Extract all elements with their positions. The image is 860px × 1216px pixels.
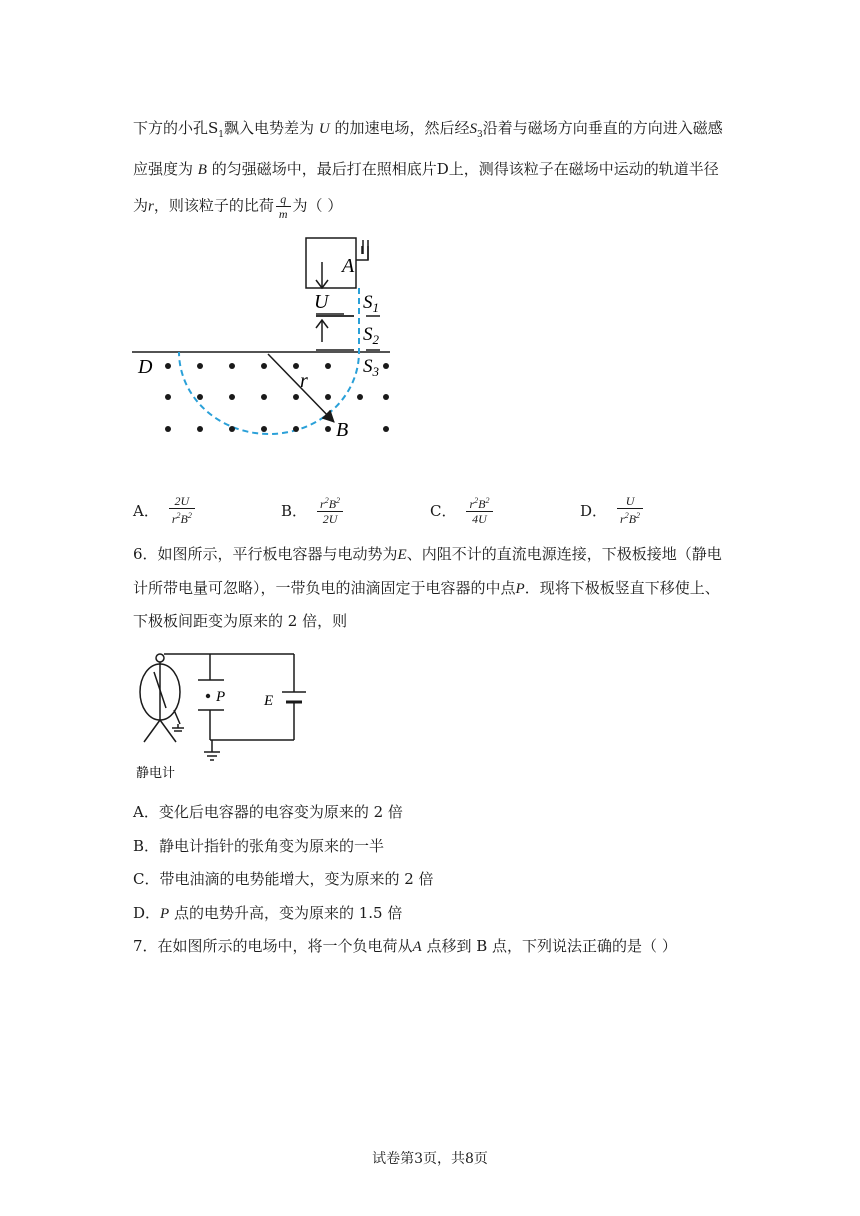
q5-option-d[interactable]: D． $\frac{U}{r^2B^2}$ [580, 494, 645, 526]
q6-option-d[interactable]: D．P 点的电势升高，变为原来的 1.5 倍 [133, 904, 403, 922]
label-B: B [336, 419, 349, 441]
label-P: P [216, 689, 226, 705]
label-S1: $S_1$ [363, 292, 379, 315]
q5-line-2: 应强度为 B 的匀强磁场中，最后打在照相底片D上，测得该粒子在磁场中运动的轨道半径 [133, 160, 719, 178]
q7-line-1: 7．在如图所示的电场中，将一个负电荷从A 点移到 B 点，下列说法正确的是（ ） [133, 937, 677, 955]
label-r: r [300, 370, 308, 392]
q6-line-3: 下极板间距变为原来的 2 倍，则 [133, 612, 348, 630]
q5-line-1: 下方的小孔$S_1$飘入电势差为 U 的加速电场，然后经$S_3$沿着与磁场方向垂直的方向进入磁感 [133, 119, 723, 140]
q6-option-b[interactable]: B．静电计指针的张角变为原来的一半 [133, 837, 385, 855]
q6-option-a[interactable]: A．变化后电容器的电容变为原来的 2 倍 [133, 803, 403, 821]
particle-trajectory [179, 288, 359, 434]
q5-option-c[interactable]: C． $\frac{r^2B^2}{4U}$ [430, 494, 495, 526]
electroscope-caption: 静电计 [136, 765, 176, 780]
q5-line-3: 为r，则该粒子的比荷 $\frac{q}{m}$ 为（ ） [133, 192, 343, 221]
mass-spectrometer-figure [130, 232, 410, 452]
q5-option-b[interactable]: B． $\frac{r^2B^2}{2U}$ [281, 494, 345, 526]
page-footer: 试卷第3页，共8页 [372, 1151, 488, 1167]
label-D: D [138, 356, 153, 378]
charge-mass-fraction: $\frac{q}{m}$ [276, 192, 291, 221]
q6-line-1: 6．如图所示，平行板电容器与电动势为E、内阻不计的直流电源连接，下极板接地（静电 [133, 545, 722, 563]
label-S2: $S_2$ [363, 324, 379, 347]
label-U: U [314, 291, 329, 313]
label-S3: $S_3$ [363, 356, 379, 379]
q5-option-a[interactable]: A． $\frac{2U}{r^2B^2}$ [133, 494, 197, 526]
q6-option-c[interactable]: C．带电油滴的电势能增大，变为原来的 2 倍 [133, 870, 434, 888]
capacitor-electroscope-figure [128, 644, 328, 784]
q6-line-2: 计所带电量可忽略），一带负电的油滴固定于电容器的中点P．现将下极板竖直下移使上、 [133, 579, 720, 597]
label-A: A [342, 255, 355, 277]
label-E: E [264, 693, 274, 709]
